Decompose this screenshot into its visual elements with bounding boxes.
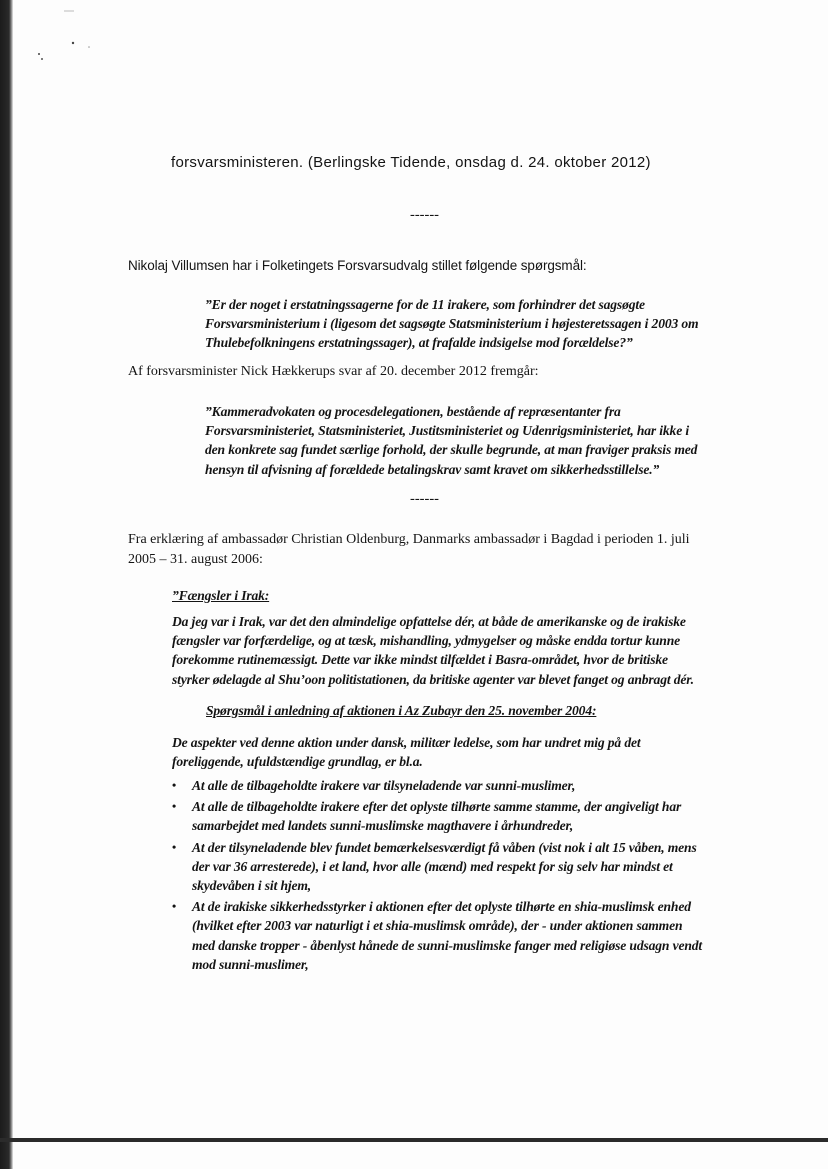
answer-quote-line: den konkrete sag fundet særlige forhold, der skulle begrunde, at man fraviger praksis med [205, 442, 698, 458]
list-item [172, 797, 752, 835]
question-quote-line: Thulebefolkningens erstatningssager), at frafalde indsigelse mod forældelse?” [205, 335, 633, 351]
section2-intro-line: De aspekter ved denne aktion under dansk, militær ledelse, som har undret mig på det [172, 735, 641, 750]
list-item-line: mod sunni-muslimer, [192, 956, 309, 972]
list-item-line: (hvilket efter 2003 var naturligt i et shia-muslimsk område), der - under aktionen sammen [192, 918, 683, 934]
answer-quote-line: hensyn til afvisning af forældede betalingskrav samt kravet om sikkerhedsstillelse.” [205, 461, 660, 477]
list-item-line: At alle de tilbageholdte irakere efter det oplyste tilhørte samme stamme, der angiveligt har [192, 799, 682, 815]
declaration-intro-line-2: 2005 – 31. august 2006: [128, 552, 263, 567]
list-item-line: samarbejdet med landets sunni-muslimske magthavere i århundreder, [192, 818, 574, 834]
list-item [172, 838, 752, 896]
intro-question: Nikolaj Villumsen har i Folketingets Forsvarsudvalg stillet følgende spørgsmål: [128, 258, 587, 273]
answer-quote-line: Forsvarsministeriet, Statsministeriet, Justitsministeriet og Udenrigsministeriet, har ikke i [205, 423, 689, 439]
answer-quote [205, 402, 697, 479]
scan-bottom-edge [0, 1138, 828, 1142]
list-item [172, 897, 752, 974]
bullet-list [172, 776, 752, 974]
list-item [172, 776, 752, 795]
scan-specks [22, 10, 102, 70]
question-quote-line: ”Er der noget i erstatningssagerne for de 11 irakere, som forhindrer det sagsøgte [205, 297, 645, 312]
section1-body [172, 612, 694, 689]
bullet-icon: • [172, 839, 177, 854]
intro-answer: Af forsvarsminister Nick Hækkerups svar af 20. december 2012 fremgår: [128, 364, 539, 379]
bullet-icon: • [172, 778, 177, 792]
list-item-line: At de irakiske sikkerhedsstyrker i aktionen efter det oplyste tilhørte en shia-muslimsk enhed [192, 899, 691, 915]
section1-body-line: Da jeg var i Irak, var det den almindelige opfattelse dér, at både de amerikanske og de irakiske [172, 614, 686, 629]
divider-2: ------ [410, 491, 439, 507]
list-item-line: skydevåben i sit hjem, [192, 878, 312, 894]
question-quote-line: Forsvarsministerium i (ligesom det sagsøgte Statsministerium i højesteretssagen i 2003 om [205, 316, 699, 332]
section1-body-line: forekomme rutinemæssigt. Dette var ikke mindst tilfældet i Basra-området, hvor de britiske [172, 652, 668, 668]
divider-1: ------ [410, 207, 439, 223]
section2-intro-line: foreliggende, ufuldstændige grundlag, er bl.a. [172, 754, 423, 770]
declaration-intro-line-1: Fra erklæring af ambassadør Christian Oldenburg, Danmarks ambassadør i Bagdad i perioden 1. juli [128, 532, 690, 547]
section1-title: ”Fængsler i Irak: [172, 588, 270, 603]
section1-body-line: styrker ødelagde al Shu’oon politistationen, da britiske agenter var blevet fanget og anbragt dér. [172, 671, 694, 687]
list-item-line: At alle de tilbageholdte irakere var tilsyneladende var sunni-muslimer, [192, 778, 576, 793]
list-item-line: der var 36 arresterede), i et land, hvor alle (mænd) med respekt for sig selv har mindst et [192, 858, 673, 874]
section1-body-line: fængsler var forfærdelige, og at tæsk, mishandling, ydmygelser og måske endda tortur kunne [172, 633, 680, 649]
bullet-icon: • [172, 899, 177, 914]
list-item-line: med danske tropper - åbenlyst hånede de sunni-muslimske fanger med religiøse udsagn vendt [192, 937, 703, 953]
section2-intro [172, 733, 640, 771]
section2-title: Spørgsmål i anledning af aktionen i Az Zubayr den 25. november 2004: [206, 703, 597, 718]
answer-quote-line: ”Kammeradvokaten og procesdelegationen, bestående af repræsentanter fra [205, 404, 621, 419]
list-item-line: At der tilsyneladende blev fundet bemærkelsesværdigt få våben (vist nok i alt 15 våben, mens [192, 839, 697, 855]
question-quote [205, 295, 698, 353]
scan-left-edge [0, 0, 13, 1169]
heading-line: forsvarsministeren. (Berlingske Tidende, onsdag d. 24. oktober 2012) [171, 154, 651, 171]
bullet-icon: • [172, 799, 177, 814]
